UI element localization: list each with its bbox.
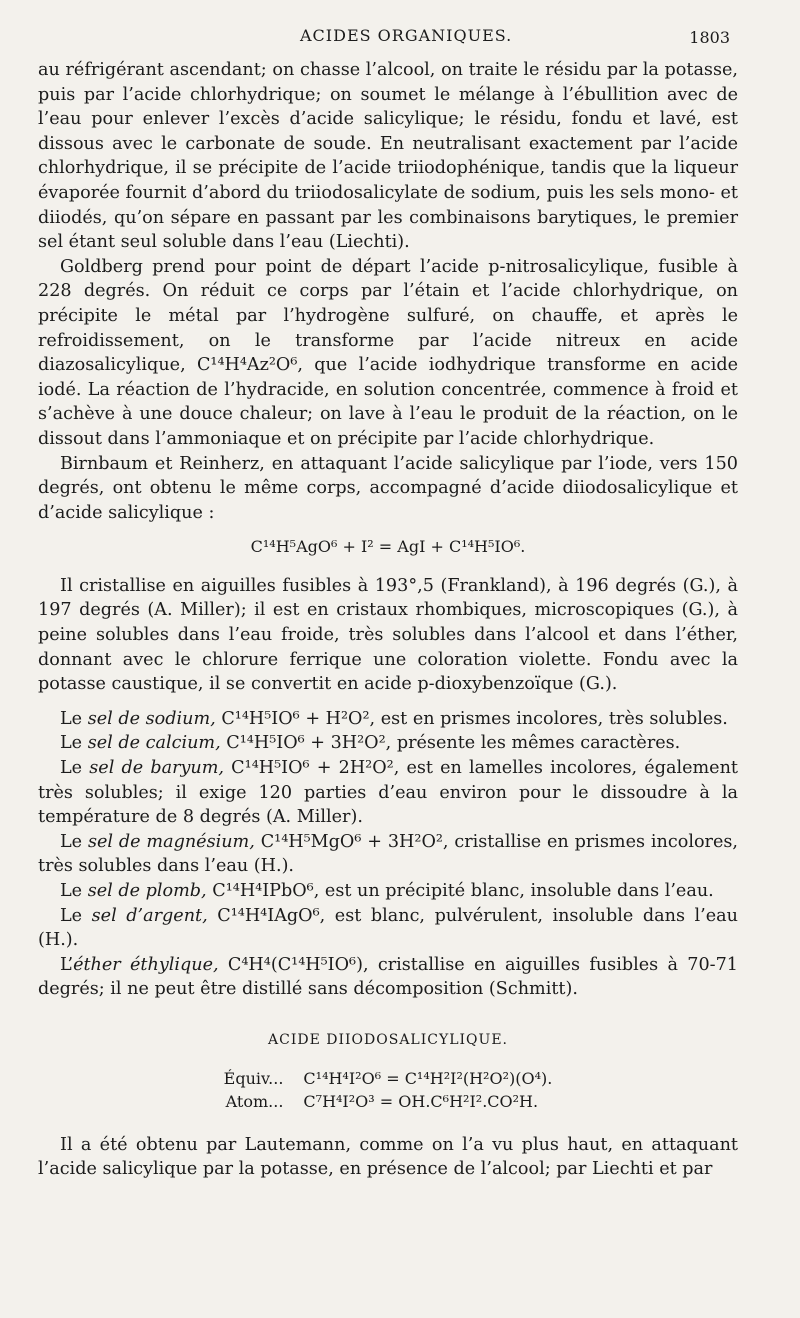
salt-name: sel de calcium, xyxy=(87,733,221,754)
reaction-equation: C¹⁴H⁵AgO⁶ + I² = AgI + C¹⁴H⁵IO⁶. xyxy=(250,537,526,557)
formula-table xyxy=(218,1067,559,1113)
salt-name: sel d’argent, xyxy=(91,905,208,926)
running-head: ACIDES ORGANIQUES. xyxy=(300,26,513,45)
salt-entry-argent: Le sel d’argent, C¹⁴H⁴IAgO⁶, est blanc, pulvérulent, insoluble dans l’eau (H.). xyxy=(38,905,738,951)
equiv-formula: C¹⁴H⁴I²O⁶ = C¹⁴H²I²(H²O²)(O⁴). xyxy=(303,1068,553,1088)
salt-name: sel de plomb, xyxy=(87,881,207,901)
salt-entry-sodium: Le sel de sodium, C¹⁴H⁵IO⁶ + H²O², est en prismes incolores, très solubles. xyxy=(60,708,728,729)
page-body xyxy=(38,58,738,1182)
section-title: ACIDE DIIODOSALICYLIQUE. xyxy=(268,1031,508,1048)
paragraph: au réfrigérant ascendant; on chasse l’alcool, on traite le résidu par la potasse, puis par l’acide chlorhydrique; on soumet le mélange à l’ébullition avec de l’eau pour enlever l’excès d’acide salicylique; le résidu, fondu et lavé, est dissous avec le carbonate de soude. En neutralisant exactement par l’acide chlorhydrique, il se précipite de l’acide triiodophénique, tandis que la liqueur évaporée fournit d’abord du triiodosalicylate de sodium, puis les sels mono- et diiodés, qu’on sépare en passant par les combinaisons barytiques, le premier sel étant seul soluble dans l’eau (Liechti). xyxy=(38,60,738,253)
page-number: 1803 xyxy=(689,28,730,47)
paragraph: Il a été obtenu par Lautemann, comme on l’a vu plus haut, en attaquant l’acide salicylique par la potasse, en présence de l’alcool; par Liechti et par xyxy=(38,1134,738,1180)
atom-formula: C⁷H⁴I²O³ = OH.C⁶H²I².CO²H. xyxy=(303,1091,539,1111)
paragraph: Il cristallise en aiguilles fusibles à 193°,5 (Frankland), à 196 degrés (G.), à 197 degrés (A. Miller); il est en cristaux rhombiques, microscopiques (G.), à peine solubles dans l’eau froide, très solubles dans l’alcool et dans l’éther, donnant avec le chlorure ferrique une coloration violette. Fondu avec la potasse caustique, il se convertit en acide p-dioxybenzoïque (G.). xyxy=(38,575,738,695)
ether-entry: L’éther éthylique, C⁴H⁴(C¹⁴H⁵IO⁶), cristallise en aiguilles fusibles à 70-71 degrés; il ne peut être distillé sans décomposition (Schmitt). xyxy=(38,954,738,1000)
salt-name: sel de baryum, xyxy=(89,758,225,779)
spacer xyxy=(38,697,738,707)
paragraph: Goldberg prend pour point de départ l’acide p-nitrosalicylique, fusible à 228 degrés. On réduit ce corps par l’étain et l’acide chlorhydrique, on précipite le métal par l’hydrogène sulfuré, on chauffe, et après le refroidissement, on le transforme par l’acide nitreux en acide diazosalicylique, C¹⁴H⁴Az²O⁶, que l’acide iodhydrique transforme en acide iodé. La réaction de l’hydracide, en solution concentrée, commence à froid et s’achève à une douce chaleur; on lave à l’eau le produit de la réaction, on le dissout dans l’ammoniaque et on précipite par l’acide chlorhydrique. xyxy=(38,256,738,449)
page-header xyxy=(38,26,738,56)
salt-entry-magnesium: Le sel de magnésium, C¹⁴H⁵MgO⁶ + 3H²O², cristallise en prismes incolores, très solubles dans l’eau (H.). xyxy=(38,831,738,877)
salt-entry-baryum: Le sel de baryum, C¹⁴H⁵IO⁶ + 2H²O², est en lamelles incolores, également très solubles; il exige 120 parties d’eau environ pour le dissoudre à la température de 8 degrés (A. Miller). xyxy=(38,758,738,828)
paragraph: Birnbaum et Reinherz, en attaquant l’acide salicylique par l’iode, vers 150 degrés, ont obtenu le même corps, accompagné d’acide diiodosalicylique et d’acide salicylique : xyxy=(38,453,738,523)
equiv-row xyxy=(218,1067,559,1090)
salt-entry-plomb: Le sel de plomb, C¹⁴H⁴IPbO⁶, est un précipité blanc, insoluble dans l’eau. xyxy=(60,881,714,901)
equiv-label: Équiv... xyxy=(223,1068,284,1088)
ether-name: éther éthylique, xyxy=(73,954,219,975)
atom-row xyxy=(218,1090,559,1113)
salt-entry-calcium: Le sel de calcium, C¹⁴H⁵IO⁶ + 3H²O², présente les mêmes caractères. xyxy=(60,733,681,754)
atom-label: Atom... xyxy=(225,1091,284,1111)
salt-name: sel de sodium, xyxy=(87,708,216,729)
salt-name: sel de magnésium, xyxy=(87,831,255,852)
